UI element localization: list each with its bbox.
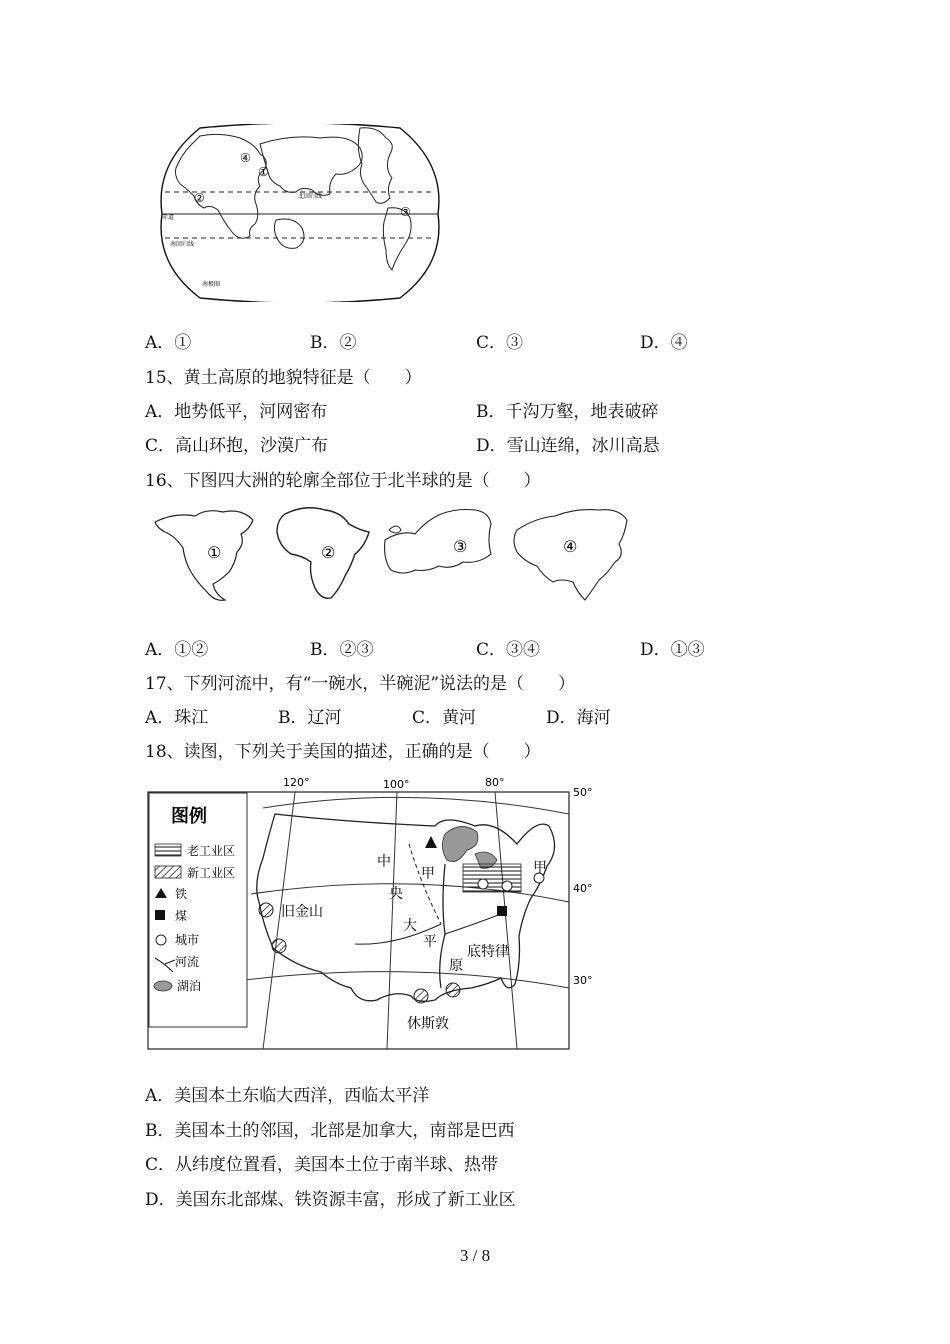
- label-2: ②: [194, 191, 205, 205]
- q16-option-d[interactable]: D．①③: [640, 640, 705, 660]
- q14-option-a[interactable]: A．①: [145, 333, 192, 353]
- equator-label: 赤道: [162, 214, 175, 221]
- q14-option-b[interactable]: B．②: [310, 333, 357, 353]
- lon-label-80: 80°: [485, 776, 505, 789]
- q15-stem: 15、黄土高原的地貌特征是（ ）: [145, 368, 422, 388]
- lon-label-100: 100°: [383, 778, 410, 791]
- q17-option-a[interactable]: A．珠江: [145, 708, 209, 728]
- place-san-francisco: 旧金山: [281, 904, 323, 920]
- plain-char-2: 央: [389, 886, 403, 902]
- legend-iron: 铁: [175, 887, 188, 901]
- legend-old-industry: 老工业区: [187, 844, 236, 858]
- place-detroit: 底特律: [467, 944, 509, 960]
- asia-outline: [514, 510, 627, 600]
- continent-label-2: ②: [321, 543, 336, 562]
- legend-city: 城市: [175, 933, 200, 947]
- world-map: [160, 124, 440, 302]
- place-jia-1: 甲: [421, 866, 435, 882]
- lon-label-120: 120°: [283, 776, 310, 789]
- legend-title: 图例: [171, 806, 207, 827]
- page-number: 3 / 8: [459, 1246, 491, 1265]
- q15-option-b[interactable]: B．千沟万壑，地表破碎: [476, 402, 659, 422]
- label-3: ③: [400, 205, 411, 219]
- plain-char-5: 原: [449, 958, 463, 974]
- lat-label-30: 30°: [573, 974, 593, 987]
- q18-option-c[interactable]: C．从纬度位置看，美国本土位于南半球、热带: [145, 1155, 499, 1175]
- north-america-outline: [155, 511, 253, 601]
- q18-option-b[interactable]: B．美国本土的邻国，北部是加拿大，南部是巴西: [145, 1121, 515, 1141]
- legend-coal: 煤: [175, 909, 188, 923]
- q15-option-d[interactable]: D．雪山连绵，冰川高悬: [476, 436, 660, 456]
- q14-option-c[interactable]: C．③: [476, 333, 524, 353]
- q17-option-b[interactable]: B．辽河: [278, 708, 342, 728]
- label-1: ①: [258, 165, 269, 179]
- legend-lake: 湖泊: [177, 979, 202, 993]
- q18-option-d[interactable]: D．美国东北部煤、铁资源丰富，形成了新工业区: [145, 1190, 516, 1210]
- q18-option-a[interactable]: A．美国本土东临大西洋，西临太平洋: [145, 1086, 430, 1106]
- q17-stem: 17、下列河流中，有“一碗水，半碗泥”说法的是（ ）: [145, 674, 576, 694]
- q17-option-d[interactable]: D．海河: [546, 708, 611, 728]
- continent-label-1: ①: [207, 543, 222, 562]
- q16-option-c[interactable]: C．③④: [476, 640, 541, 660]
- plain-char-4: 平: [423, 934, 437, 950]
- continent-label-3: ③: [453, 537, 468, 556]
- place-houston: 休斯敦: [407, 1016, 449, 1032]
- map-legend: [149, 793, 247, 1027]
- tropic-south-label: 南回归线: [170, 241, 195, 248]
- q16-stem: 16、下图四大洲的轮廓全部位于北半球的是（ ）: [145, 471, 541, 491]
- label-4: ④: [240, 151, 251, 165]
- africa-outline: [277, 508, 369, 599]
- q14-option-d[interactable]: D．④: [640, 333, 688, 353]
- lat-label-50: 50°: [573, 786, 593, 799]
- legend-new-industry: 新工业区: [187, 866, 236, 880]
- place-jia-2: 甲: [533, 860, 547, 876]
- lat-label-40: 40°: [573, 882, 593, 895]
- tropic-north-label: 北回归线: [298, 193, 323, 200]
- usa-industry-map: [145, 774, 595, 1050]
- antarctic-label: 南极圈: [202, 281, 221, 288]
- plain-char-3: 大: [403, 918, 417, 934]
- q18-stem: 18、读图，下列关于美国的描述，正确的是（ ）: [145, 742, 541, 762]
- plain-char-1: 中: [377, 854, 391, 870]
- q16-option-b[interactable]: B．②③: [310, 640, 374, 660]
- q16-option-a[interactable]: A．①②: [145, 640, 209, 660]
- q17-option-c[interactable]: C．黄河: [412, 708, 477, 728]
- q15-option-a[interactable]: A．地势低平，河网密布: [145, 402, 328, 422]
- legend-river: 河流: [175, 955, 200, 969]
- continent-outlines: [145, 500, 630, 612]
- continent-label-4: ④: [563, 537, 578, 556]
- europe-outline: [385, 510, 491, 574]
- q15-option-c[interactable]: C．高山环抱，沙漠广布: [145, 436, 329, 456]
